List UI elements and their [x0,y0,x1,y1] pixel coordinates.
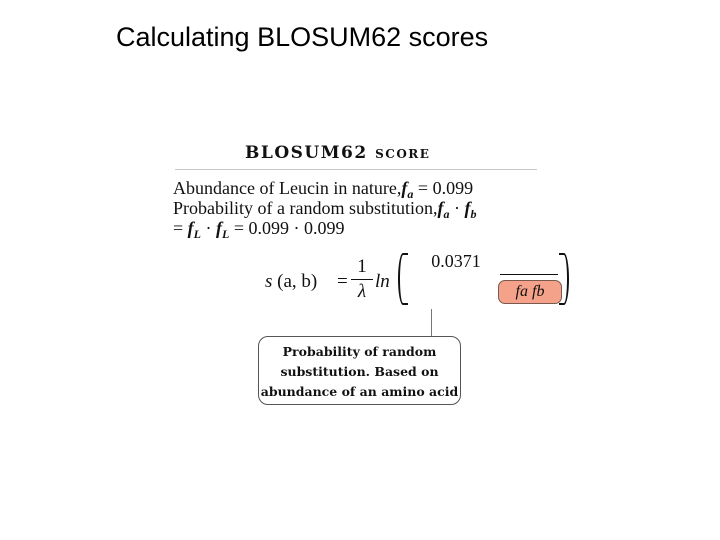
formula-lhs [265,271,317,293]
inner-numerator [413,251,559,272]
line3-sub2: L [222,227,230,241]
lambda-fraction [351,257,373,302]
line2-var-a: f [437,198,444,218]
right-parenthesis [559,253,569,305]
formula-s: s [265,271,273,292]
line2-sub-a: a [443,207,450,221]
product-line [173,218,345,244]
score-formula [265,251,545,313]
inner-fraction-bar [500,274,558,275]
callout-line-2: substitution. Based on [280,364,439,379]
line2-text: Probability of a random substitution, [173,198,438,218]
line2-sub-b: b [470,207,477,221]
fraction-bar [351,279,373,280]
line1-sub: a [407,187,414,201]
numerator-value: 0.0371 [431,251,481,271]
line3-var2: f [216,218,222,238]
formula-equals: = [337,271,348,292]
line3-value: = 0.099 · 0.099 [229,218,345,238]
figure-heading: BLOSUM62 score [245,143,431,163]
callout-connector [431,309,432,337]
line3-eq: = [173,218,188,238]
line2-dot: · [449,198,465,218]
explanation-callout [258,336,461,405]
line1-var: f [401,178,408,198]
left-parenthesis [398,253,408,305]
formula-args: (a, b) [272,271,318,292]
line3-var1: f [187,218,194,238]
callout-line-3: abundance of an amino acid [260,384,459,399]
fraction-numerator: 1 [357,256,367,277]
fraction-denominator: λ [357,281,367,302]
blosum-figure [165,135,565,415]
line3-sub1: L [193,227,201,241]
log-symbol: ln [375,271,390,292]
line1-text: Abundance of Leucin in nature, [173,178,402,198]
slide-title: Calculating BLOSUM62 scores [116,22,489,52]
line3-dot: · [201,218,216,238]
heading-divider [175,169,537,170]
callout-line-1: Probability of random [282,344,437,359]
line1-value: = 0.099 [413,178,474,198]
line2-var-b: f [464,198,471,218]
highlighted-denominator: fa fb [498,280,562,304]
